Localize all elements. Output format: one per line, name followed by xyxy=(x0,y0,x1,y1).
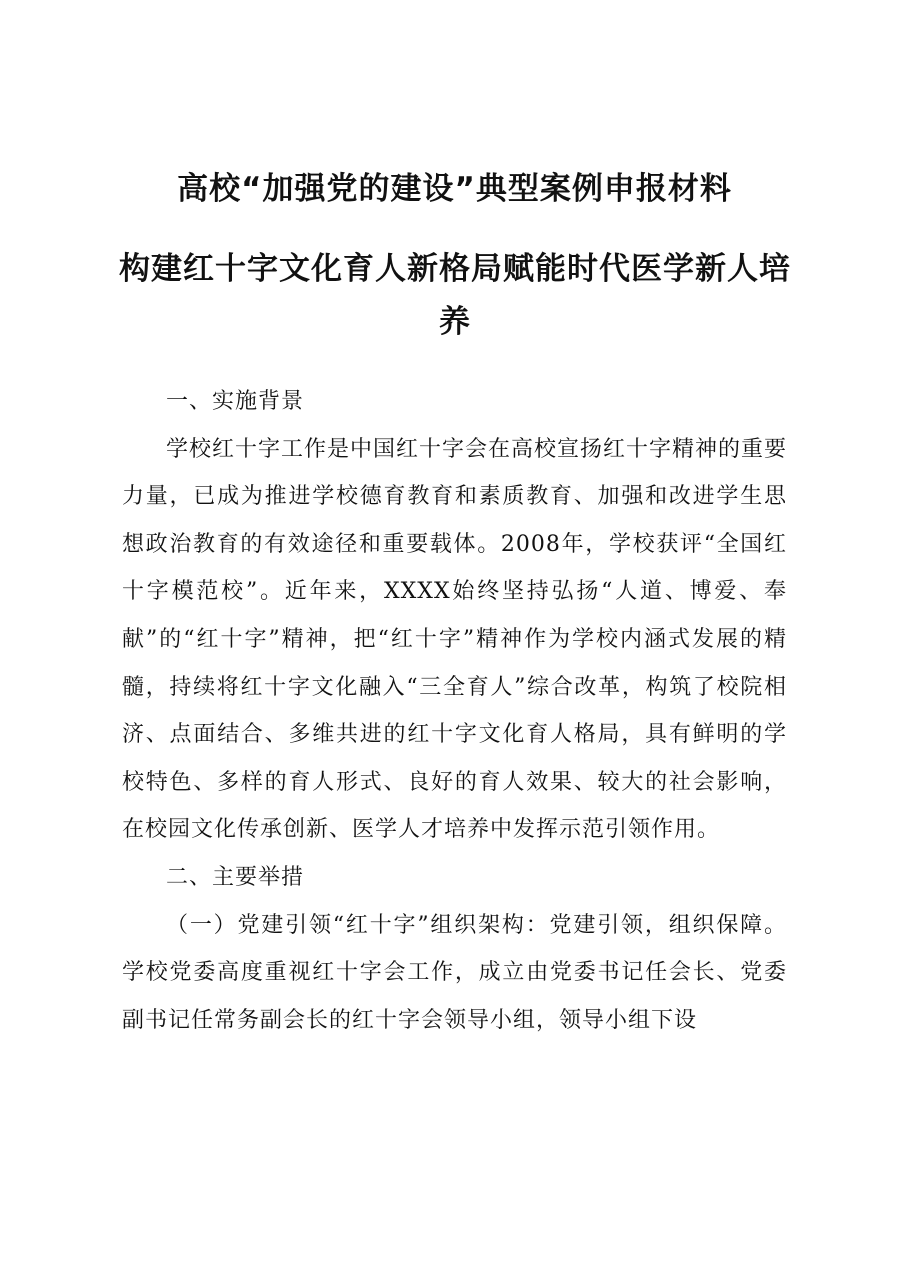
section-heading-measures: 二、主要举措 xyxy=(166,864,305,890)
document-body xyxy=(122,378,787,1044)
section-heading-background: 一、实施背景 xyxy=(166,389,305,414)
document-subtitle: 构建红十字文化育人新格局赋能时代医学新人培养 xyxy=(119,251,791,340)
document-title: 高校“加强党的建设”典型案例申报材料 xyxy=(177,171,732,207)
paragraph-background: 学校红十字工作是中国红十字会在高校宣扬红十字精神的重要力量，已成为推进学校德育教育和素质教育、加强和改进学生思想政治教育的有效途径和重要载体。2008年，学校获评“全国红十字模范校”。近年来，XXXX始终坚持弘扬“人道、博爱、奉献”的“红十字”精神，把“红十字”精神作为学校内涵式发展的精髓，持续将红十字文化融入“三全育人”综合改革，构筑了校院相济、点面结合、多维共进的红十字文化育人格局，具有鲜明的学校特色、多样的育人形式、良好的育人效果、较大的社会影响，在校园文化传承创新、医学人才培养中发挥示范引领作用。 xyxy=(122,436,788,843)
paragraph-measures-1: （一）党建引领“红十字”组织架构：党建引领，组织保障。学校党委高度重视红十字会工作，成立由党委书记任会长、党委副书记任常务副会长的红十字会领导小组，领导小组下设 xyxy=(122,912,787,1033)
